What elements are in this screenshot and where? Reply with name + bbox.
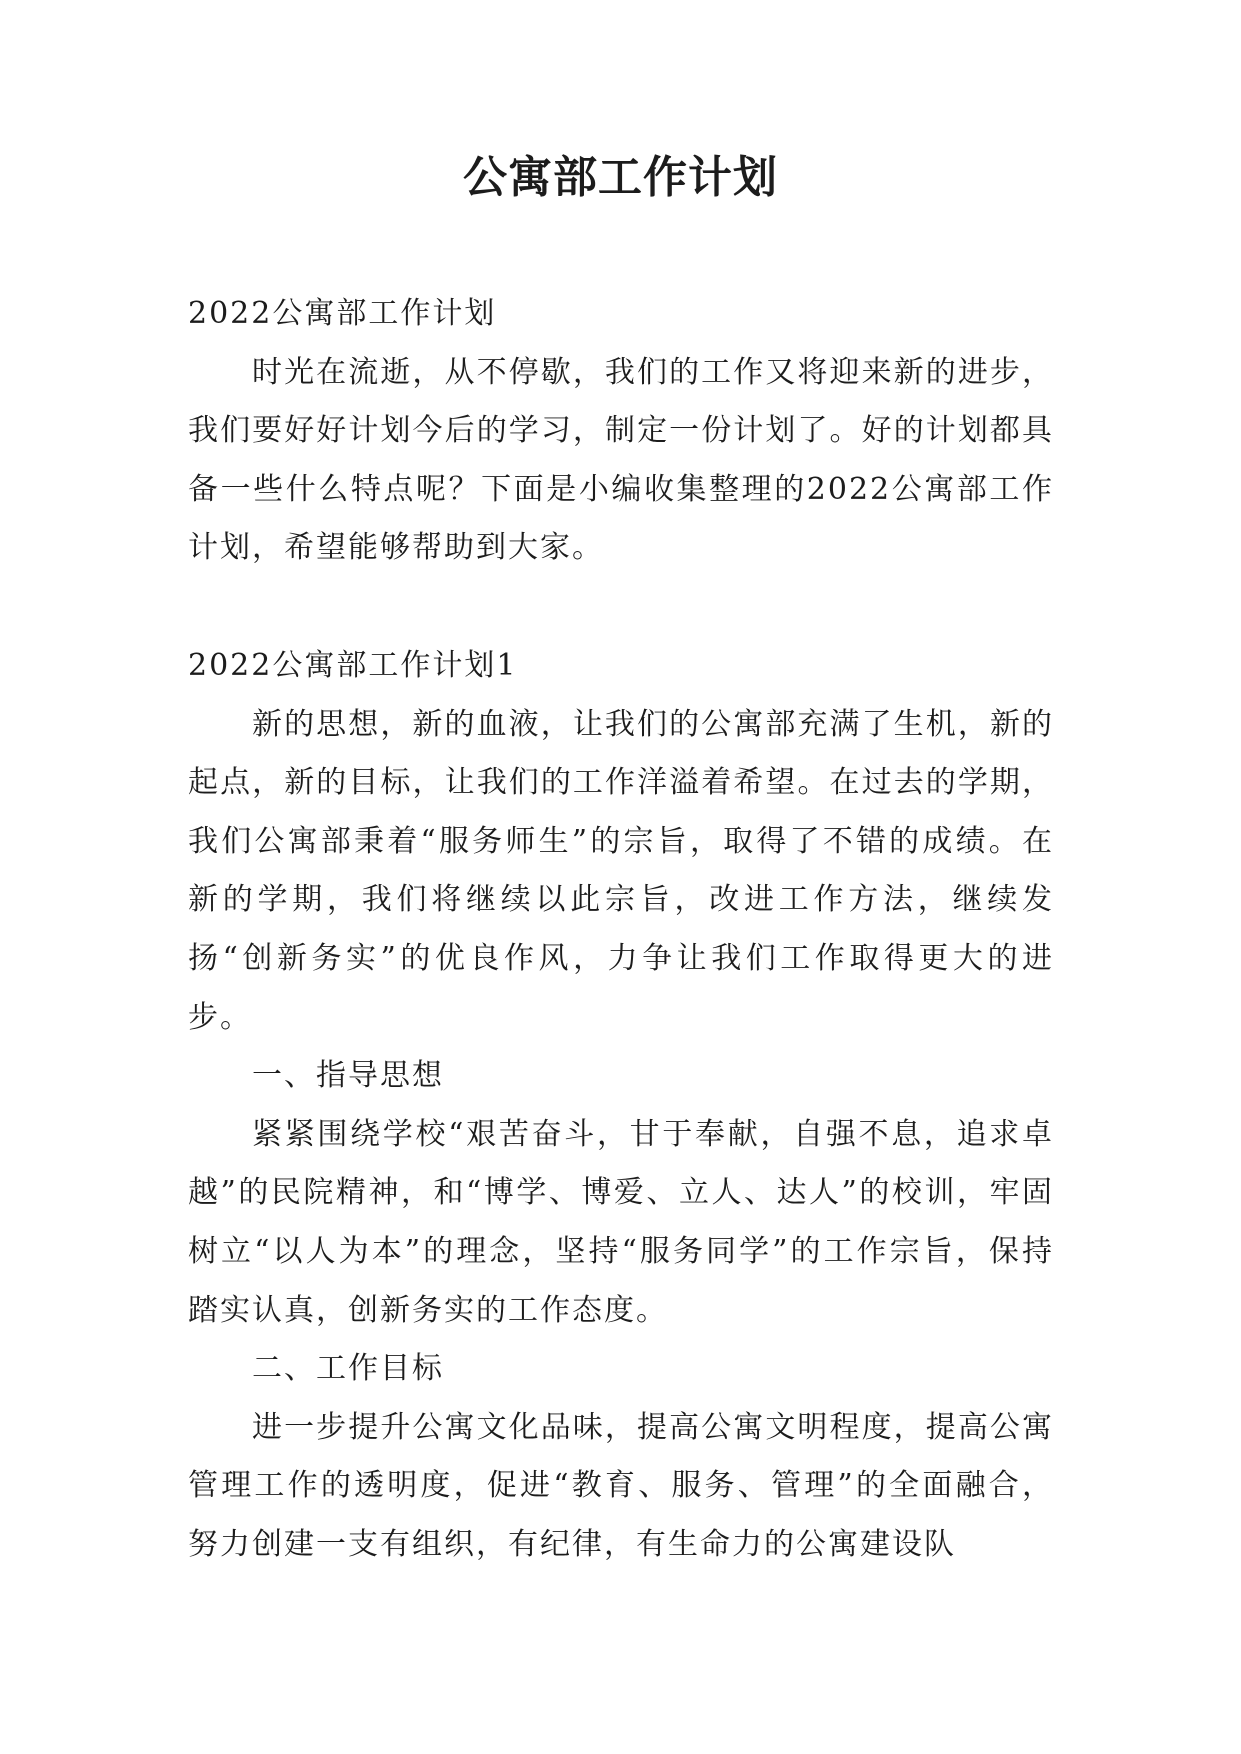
intro-paragraph: 时光在流逝，从不停歇，我们的工作又将迎来新的进步，我们要好好计划今后的学习，制定一份计划了。好的计划都具备一些什么特点呢？下面是小编收集整理的2022公寓部工作计划，希望能够帮助到大家。 — [188, 354, 1054, 566]
document-body — [188, 285, 1054, 1574]
paragraph-work-goals: 进一步提升公寓文化品味，提高公寓文明程度，提高公寓管理工作的透明度，促进“教育、服务、管理”的全面融合，努力创建一支有组织，有纪律，有生命力的公寓建设队 — [188, 1409, 1054, 1562]
section-title: 2022公寓部工作计划1 — [188, 647, 518, 683]
section-intro-paragraph: 新的思想，新的血液，让我们的公寓部充满了生机，新的起点，新的目标，让我们的工作洋溢着希望。在过去的学期，我们公寓部秉着“服务师生”的宗旨，取得了不错的成绩。在新的学期，我们将继续以此宗旨，改进工作方法，继续发扬“创新务实”的优良作风，力争让我们工作取得更大的进步。 — [188, 706, 1054, 1035]
heading-work-goals: 二、工作目标 — [252, 1351, 444, 1387]
paragraph-guiding-ideology: 紧紧围绕学校“艰苦奋斗，甘于奉献，自强不息，追求卓越”的民院精神，和“博学、博爱、立人、达人”的校训，牢固树立“以人为本”的理念，坚持“服务同学”的工作宗旨，保持踏实认真，创新务实的工作态度。 — [188, 1116, 1054, 1328]
document-title: 公寓部工作计划 — [463, 152, 778, 203]
paragraph-spacer — [188, 578, 1054, 637]
subtitle: 2022公寓部工作计划 — [188, 296, 497, 331]
heading-guiding-ideology: 一、指导思想 — [252, 1058, 444, 1094]
